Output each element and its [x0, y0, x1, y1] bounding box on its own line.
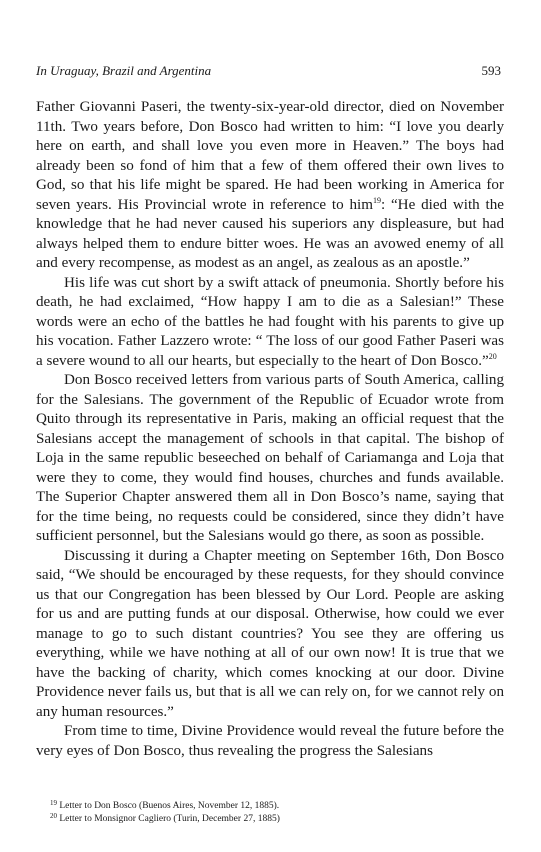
paragraph — [36, 274, 504, 372]
paragraph-text: His life was cut short by a swift attack of pneumonia. Shortly before his death, he had exclaimed, “How happy I am to die as a Salesian!” These words were an echo of the battles he had fought with his parents to give up his vocation. Father Lazzero wrote: “ The loss of our good Father Paseri was a severe wound to all our hearts, but especially to the heart of Don Bosco.” — [36, 274, 504, 369]
paragraph-text: : “He died with the knowledge that he had never caused his superiors any displeasure, but had always helped them to endure bitter woes. He was an avowed enemy of all and every recompense, as modest as an angel, as zealous as an apostle.” — [36, 196, 504, 271]
footnote-ref: 19 — [372, 195, 381, 205]
footnote-text: Letter to Don Bosco (Buenos Aires, November 12, 1885). — [59, 801, 280, 811]
paragraph — [36, 371, 504, 547]
paragraph — [36, 547, 504, 723]
paragraph — [36, 98, 504, 274]
footnote-number: 19 — [50, 799, 57, 807]
footnote-ref: 20 — [488, 351, 497, 361]
footnote — [50, 800, 490, 813]
footnote — [50, 813, 490, 826]
paragraph — [36, 722, 504, 761]
paragraph-text: Father Giovanni Paseri, the twenty-six-year-old director, died on November 11th. Two years before, Don Bosco had written to him: “I love you dearly here on earth, and shall love you even more in Heaven.” The boys had already been so fond of him that a few of them offered their own lives to God, so that his life might be spared. He had been working in America for seven years. His Provincial wrote in reference to him — [36, 99, 504, 213]
footnote-number: 20 — [50, 812, 57, 820]
page-number: 593 — [481, 63, 501, 78]
running-title: In Uraguay, Brazil and Argentina — [36, 63, 212, 78]
paragraph-text: Don Bosco received letters from various parts of South America, calling for the Salesians. The government of the Republic of Ecuador wrote from Quito through its representative in Paris, making an official request that the Salesians accept the management of schools in that capital. The bishop of Loja in the same republic beseeched on behalf of Cariamanga and Loja that were they to come, they would find houses, churches and funds available. The Superior Chapter answered them all in Don Bosco’s name, saying that for the time being, no requests could be considered, since they didn’t have sufficient personnel, but the Salesians would go there, as soon as possible. — [36, 372, 504, 544]
footnotes — [50, 800, 490, 826]
body-text — [36, 98, 504, 761]
paragraph-text: Discussing it during a Chapter meeting on September 16th, Don Bosco said, “We should be encouraged by these requests, for they should convince us that our Congregation has been blessed by Our Lord. People are asking for us and are putting funds at our disposal. Otherwise, how could we ever manage to go to such distant countries? You see they are offering us everything, while we have nothing at all of our own now! It is true that we have the backing of charity, which comes knocking at our door. Divine Providence never fails us, but that is all we can rely on, for we cannot rely on any human resources.” — [36, 547, 504, 720]
paragraph-text: From time to time, Divine Providence would reveal the future before the very eyes of Don Bosco, thus revealing the progress the Salesians — [36, 723, 504, 759]
footnote-text: Letter to Monsignor Cagliero (Turin, December 27, 1885) — [59, 814, 280, 824]
running-header — [36, 63, 501, 81]
